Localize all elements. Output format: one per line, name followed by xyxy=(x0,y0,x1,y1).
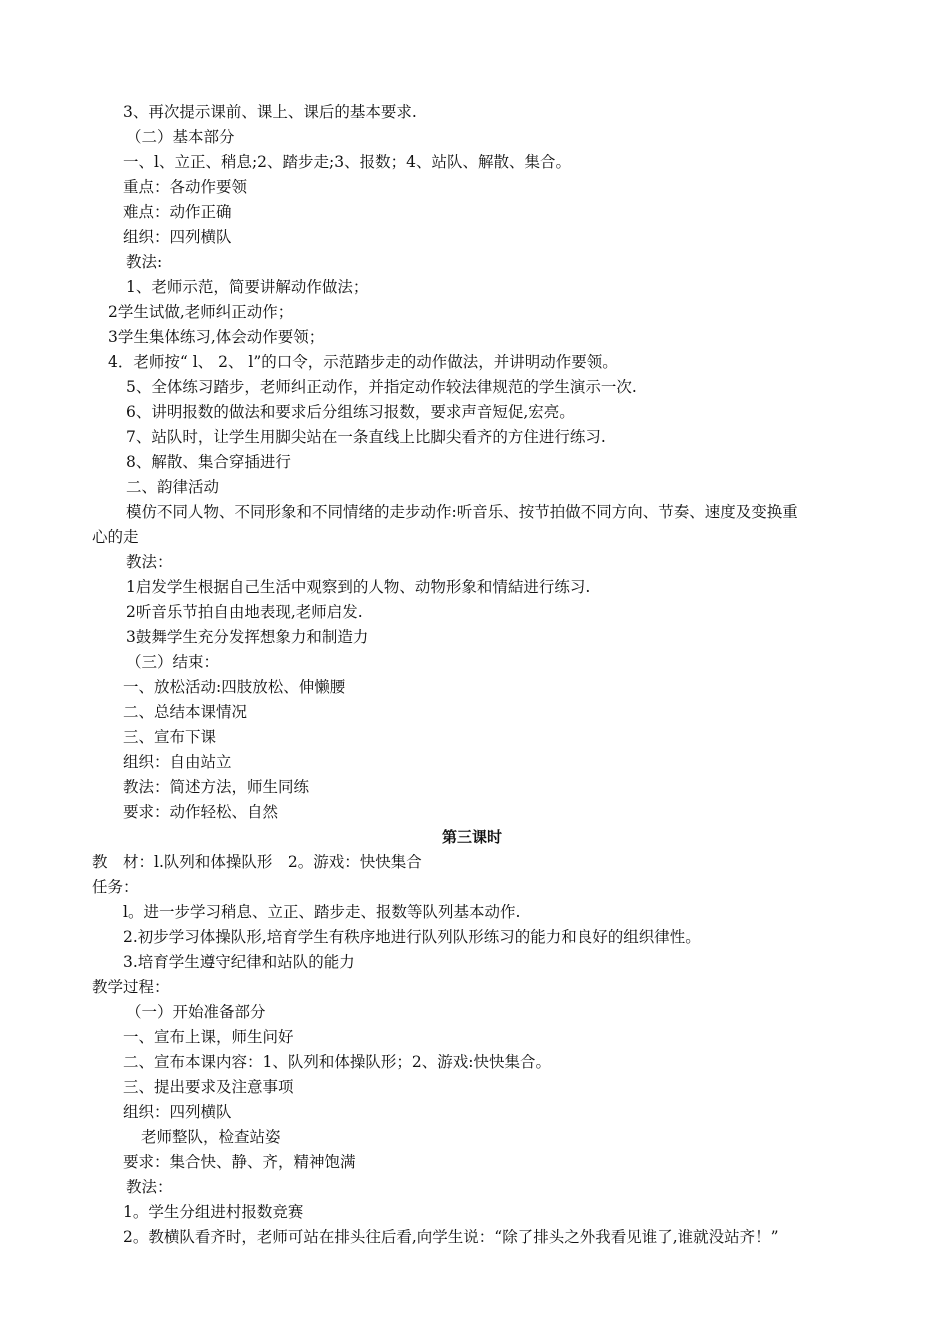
text-line: 教法: xyxy=(126,253,163,271)
text-line: 模仿不同人物、不同形象和不同情绪的走步动作:听音乐、按节拍做不同方向、节奏、速度及变换重 xyxy=(126,503,798,521)
text-line: 1、老师示范，简要讲解动作做法； xyxy=(126,278,369,296)
text-line: l。进一步学习稍息、立正、踏步走、报数等队列基本动作. xyxy=(123,903,521,921)
text-line: 二、宣布本课内容：1、队列和体操队形；2、游戏:快快集合。 xyxy=(123,1053,551,1071)
text-line: 要求：动作轻松、自然 xyxy=(123,803,279,821)
text-line: 组织：四列横队 xyxy=(123,1103,232,1121)
text-line: 一、宣布上课，师生问好 xyxy=(123,1028,294,1046)
text-line: 1启发学生根据自己生活中观察到的人物、动物形象和情結进行练习. xyxy=(126,578,591,596)
text-line: 3.培育学生遵守纪律和站队的能力 xyxy=(123,953,355,971)
text-line: 2.初步学习体操队形,培育学生有秩序地进行队列队形练习的能力和良好的组织律性。 xyxy=(123,928,701,946)
text-line: 要求：集合快、静、齐，精神饱满 xyxy=(123,1153,356,1171)
text-line: 1。学生分组进村报数竞赛 xyxy=(123,1203,304,1221)
section-heading: 任务： xyxy=(92,878,139,896)
text-line: 三、提出要求及注意事项 xyxy=(123,1078,294,1096)
text-line: 教法： xyxy=(126,1178,173,1196)
text-line: 三、宣布下课 xyxy=(123,728,217,746)
text-line: 2学生试做,老师纠正动作； xyxy=(108,303,294,321)
text-line: 3学生集体练习,体会动作要领； xyxy=(108,328,325,346)
text-line: 教法：简述方法，师生同练 xyxy=(123,778,310,796)
text-line: 教 材：l.队列和体操队形 2。游戏：快快集合 xyxy=(92,853,422,871)
section-heading: （一）开始准备部分 xyxy=(126,1003,266,1021)
text-line: 组织：四列横队 xyxy=(123,228,232,246)
text-line: 4．老师按“ l、 2、 l”的口令，示范踏步走的动作做法，并讲明动作要领。 xyxy=(108,353,618,371)
section-heading: （三）结束： xyxy=(126,653,220,671)
section-heading: 教学过程： xyxy=(92,978,170,996)
text-line: 老师整队，检查站姿 xyxy=(141,1128,281,1146)
text-line: 重点：各动作要领 xyxy=(123,178,248,196)
text-line: 6、讲明报数的做法和要求后分组练习报数，要求声音短促,宏亮。 xyxy=(126,403,575,421)
text-line: 2听音乐节拍自由地表现,老师启发. xyxy=(126,603,363,621)
text-line: 一、l、立正、稍息;2、踏步走;3、报数；4、站队、解散、集合。 xyxy=(123,153,571,171)
text-line: 3鼓舞学生充分发挥想象力和制造力 xyxy=(126,628,369,646)
text-line: 难点：动作正确 xyxy=(123,203,232,221)
text-line: 8、解散、集合穿插进行 xyxy=(126,453,291,471)
lesson-title: 第三课时 xyxy=(442,828,503,846)
text-line: 教法： xyxy=(126,553,173,571)
text-line: 一、放松活动:四肢放松、伸懒腰 xyxy=(123,678,346,696)
text-line: 组织：自由站立 xyxy=(123,753,232,771)
text-line: 7、站队时，让学生用脚尖站在一条直线上比脚尖看齐的方住进行练习. xyxy=(126,428,606,446)
text-line: 心的走 xyxy=(92,528,139,546)
section-heading: （二）基本部分 xyxy=(126,128,235,146)
text-line: 2。教横队看齐时，老师可站在排头往后看,向学生说：“除了排头之外我看见谁了,谁就没站齐！” xyxy=(123,1228,779,1246)
text-line: 3、再次提示课前、课上、课后的基本要求. xyxy=(123,103,417,121)
text-line: 5、全体练习踏步，老师纠正动作，并指定动作较法律规范的学生演示一次. xyxy=(126,378,637,396)
text-line: 二、总结本课情况 xyxy=(123,703,248,721)
section-heading: 二、韵律活动 xyxy=(126,478,220,496)
